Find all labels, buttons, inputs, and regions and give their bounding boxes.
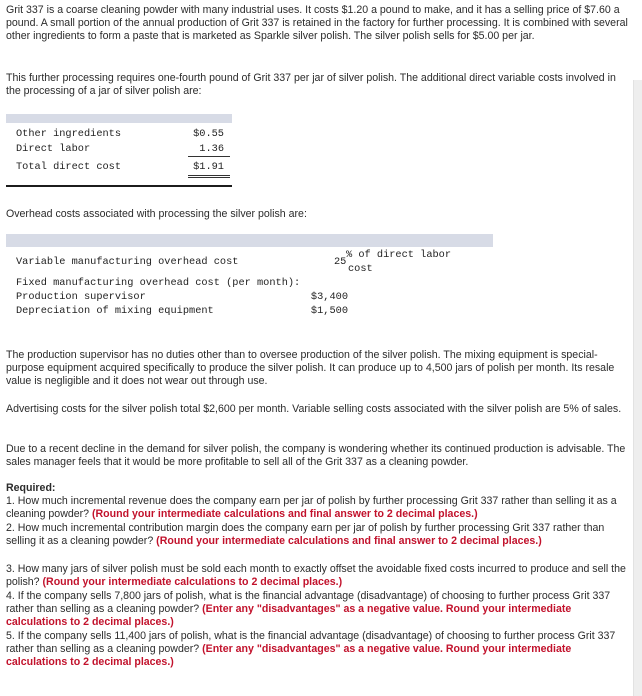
supervisor-label: Production supervisor (16, 291, 146, 303)
question-instruction: (Enter any "disadvantages" as a negative value. Round your intermediate calculations to 2 decimal places.) (6, 603, 572, 628)
supervisor-paragraph: The production supervisor has no duties other than to oversee production of the silver polish. The mixing equipment is special-purpose equipment acquired specifically to produce the silver polish. It can produce up to 4,500 jars of polish per month. Its resale value is negligible and it does not wear out through use. (6, 349, 615, 387)
table-header-bar (6, 114, 232, 123)
direct-cost-label: Other ingredients (16, 128, 122, 140)
question-1 (6, 495, 634, 521)
decline-paragraph: Due to a recent decline in the demand for silver polish, the company is wondering whether its continued production is advisable. The sales manager feels that it would be more profitable to sell all of the Grit 337 as a cleaning powder. (6, 443, 626, 468)
variable-overhead-unit: % of direct labor (346, 249, 452, 261)
total-double-underline (188, 175, 230, 176)
direct-cost-label: Direct labor (16, 143, 91, 155)
fixed-overhead-heading: Fixed manufacturing overhead cost (per month): (16, 277, 301, 289)
question-instruction: (Enter any "disadvantages" as a negative value. Round your intermediate calculations to 2 decimal places.) (6, 643, 572, 668)
question-text: 2. How much incremental contribution margin does the company earn per jar of polish by further processing Grit 337 rather than selling it as a cleaning powder? (6, 522, 605, 547)
advertising-paragraph: Advertising costs for the silver polish total $2,600 per month. Variable selling costs associated with the silver polish are 5% of sales. (6, 403, 622, 415)
question-text: 1. How much incremental revenue does the company earn per jar of polish by further processing Grit 337 rather than selling it as a cleaning powder? (6, 495, 617, 520)
depreciation-label: Depreciation of mixing equipment (16, 305, 214, 317)
direct-cost-value: $0.55 (193, 128, 224, 140)
direct-cost-value: $1.91 (193, 161, 224, 173)
question-instruction: (Round your intermediate calculations and final answer to 2 decimal places.) (92, 508, 478, 520)
question-text: 3. How many jars of silver polish must be sold each month to exactly offset the avoidable fixed costs incurred to produce and sell the polish? (6, 563, 626, 588)
overhead-cost-table (6, 234, 493, 322)
question-instruction: (Round your intermediate calculations and final answer to 2 decimal places.) (156, 535, 542, 547)
overhead-intro-paragraph: Overhead costs associated with processing the silver polish are: (6, 208, 307, 220)
question-5 (6, 630, 634, 669)
question-3 (6, 563, 634, 589)
required-heading: Required: (6, 482, 56, 494)
depreciation-value: $1,500 (310, 305, 348, 317)
direct-cost-value: 1.36 (199, 143, 224, 155)
table-bottom-rule (6, 185, 232, 187)
variable-overhead-label: Variable manufacturing overhead cost (16, 256, 239, 268)
question-text: 5. If the company sells 11,400 jars of polish, what is the financial advantage (disadvantage) of choosing to further process Grit 337 rather than selling as a cleaning powder? (6, 630, 616, 655)
question-2 (6, 522, 634, 548)
total-double-underline (188, 177, 230, 178)
direct-cost-label: Total direct cost (16, 161, 122, 173)
intro-paragraph: Grit 337 is a coarse cleaning powder with many industrial uses. It costs $1.20 a pound to make, and it has a selling price of $7.60 a pound. A small portion of the annual production of Grit 337 is retained in the factory for further processing. It is combined with several other ingredients to form a paste that is marketed as Sparkle silver polish. The silver polish sells for $5.00 per jar. (6, 4, 628, 42)
subtotal-underline (188, 156, 230, 157)
variable-overhead-unit: cost (348, 263, 373, 275)
question-text: 4. If the company sells 7,800 jars of polish, what is the financial advantage (disadvantage) of choosing to further process Grit 337 rather than selling as a cleaning powder? (6, 590, 611, 615)
scrollbar[interactable] (633, 80, 642, 696)
direct-cost-table (6, 114, 232, 190)
supervisor-value: $3,400 (310, 291, 348, 303)
question-4 (6, 590, 634, 629)
variable-overhead-value: 25 (334, 256, 347, 268)
further-processing-paragraph: This further processing requires one-fourth pound of Grit 337 per jar of silver polish. The additional direct variable costs involved in the processing of a jar of silver polish are: (6, 72, 616, 97)
table-header-bar (6, 234, 493, 247)
question-instruction: (Round your intermediate calculations to 2 decimal places.) (42, 576, 343, 588)
